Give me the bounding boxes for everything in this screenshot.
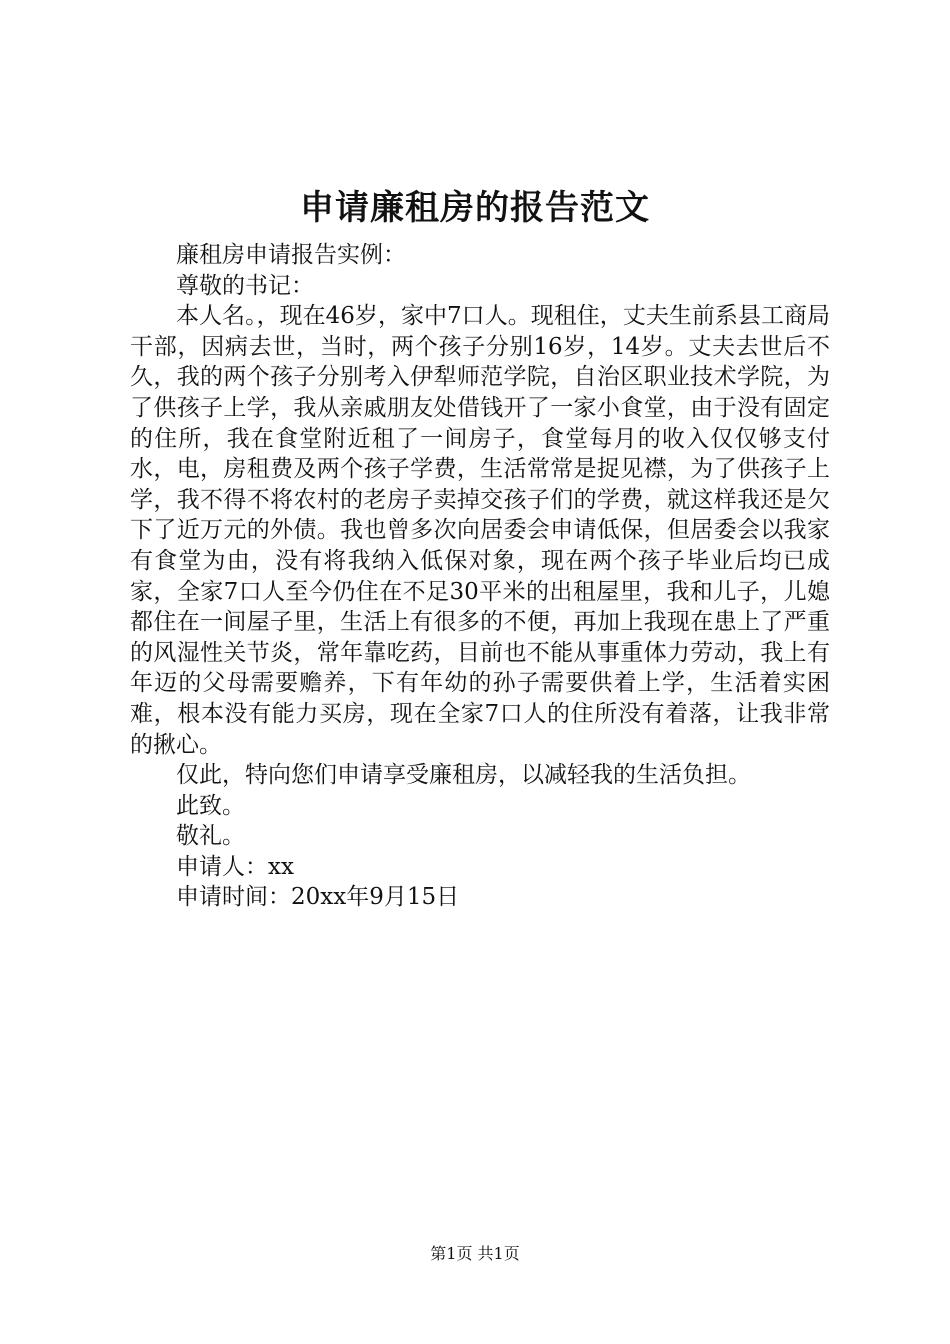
salutation-line: 尊敬的书记： <box>176 272 314 299</box>
closing-line-2: 敬礼。 <box>176 823 245 850</box>
request-line: 仅此，特向您们申请享受廉租房，以减轻我的生活负担。 <box>176 762 751 789</box>
closing-line-1: 此致。 <box>176 792 245 819</box>
document-title: 申请廉租房的报告范文 <box>300 188 650 228</box>
page-footer: 第1页 共1页 <box>430 1244 520 1263</box>
document-body <box>130 240 830 913</box>
heading-line: 廉租房申请报告实例： <box>176 242 406 268</box>
main-paragraph: 本人名。，现在46岁，家中7口人。现租住，丈夫生前系县工商局干部，因病去世，当时，两个孩子分别16岁，14岁。丈夫去世后不久，我的两个孩子分别考入伊犁师范学院，自治区职业技术学院，为了供孩子上学，我从亲戚朋友处借钱开了一家小食堂，由于没有固定的住所，我在食堂附近租了一间房子，食堂每月的收入仅仅够支付水，电，房租费及两个孩子学费，生活常常是捉见襟，为了供孩子上学，我不得不将农村的老房子卖掉交孩子们的学费，就这样我还是欠下了近万元的外债。我也曾多次向居委会申请低保，但居委会以我家有食堂为由，没有将我纳入低保对象，现在两个孩子毕业后均已成家，全家7口人至今仍住在不足30平米的出租屋里，我和儿子，儿媳都住在一间屋子里，生活上有很多的不便，再加上我现在患上了严重的风湿性关节炎，常年靠吃药，目前也不能从事重体力劳动，我上有年迈的父母需要赡养，下有年幼的孙子需要供着上学，生活着实困难，根本没有能力买房，现在全家7口人的住所没有着落，让我非常的揪心。 <box>130 303 830 758</box>
date-line: 申请时间：20xx年9月15日 <box>176 884 460 911</box>
applicant-line: 申请人：xx <box>176 853 294 880</box>
